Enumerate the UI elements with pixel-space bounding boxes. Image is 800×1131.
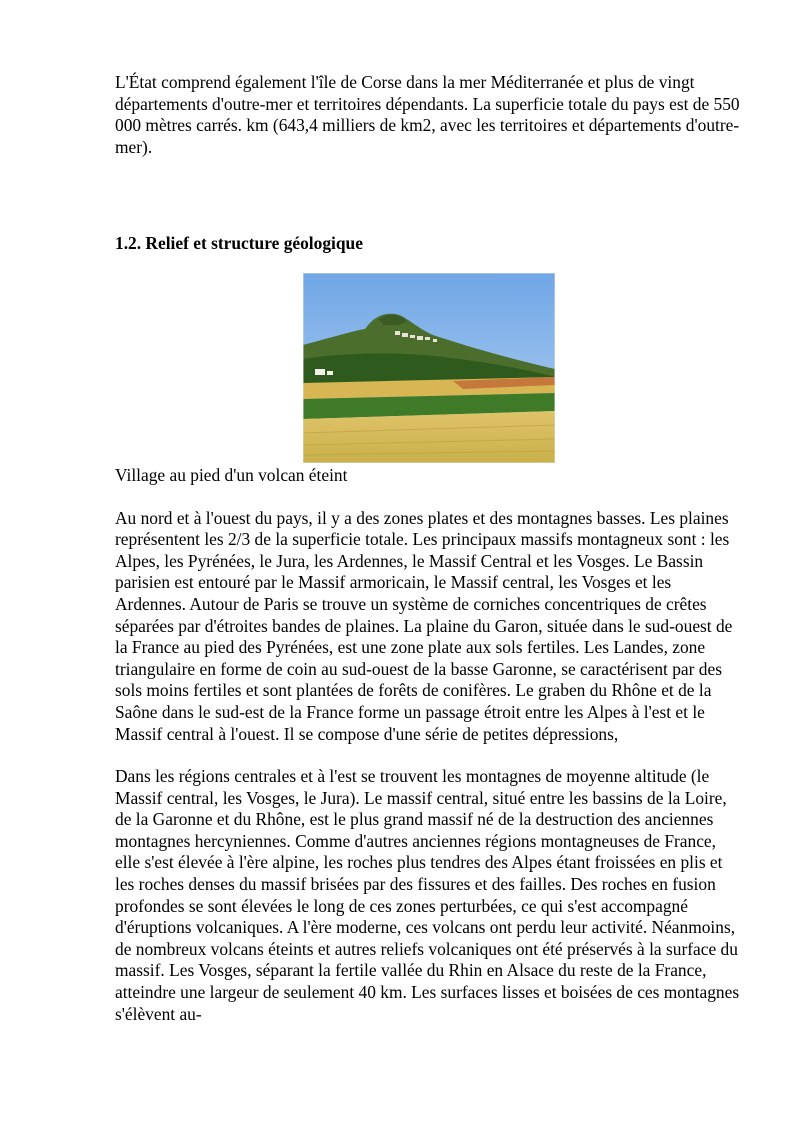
centre-paragraph: Dans les régions centrales et à l'est se trouvent les montagnes de moyenne altitude (le Massif central, les Vosges, le Jura). Le massif central, situé entre les bassins de la Loire, de la Garonne et du Rhône, est le plus grand massif né de la destruction des anciennes montagnes hercyniennes. Comme d'autres anciennes régions montagneuses de France, elle s'est élevée à l'ère alpine, les roches plus tendres des Alpes étant froissées en plis et les roches denses du massif brisées par des fissures et des failles. Des roches en fusion profondes se sont élevées le long de ces zones perturbées, ce qui s'est accompagné d'éruptions volcaniques. A l'ère moderne, ces volcans ont perdu leur activité. Néanmoins, de nombreux volcans éteints et autres reliefs volcaniques ont été préservés à la surface du massif. Les Vosges, séparant la fertile vallée du Rhin en Alsace du reste de la France, atteindre une largeur de seulement 40 km. Les surfaces lisses et boisées de ces montagnes s'élèvent au- [115, 766, 740, 1024]
section-heading: 1.2. Relief et structure géologique [115, 233, 363, 254]
relief-paragraph: Au nord et à l'ouest du pays, il y a des zones plates et des montagnes basses. Les plaines représentent les 2/3 de la superficie totale. Les principaux massifs montagneux sont : les Alpes, les Pyrénées, le Jura, les Ardennes, le Massif Central et les Vosges. Le Bassin parisien est entouré par le Massif armoricain, le Massif central, les Vosges et les Ardennes. Autour de Paris se trouve un système de corniches concentriques de crêtes séparées par d'étroites bandes de plaines. La plaine du Garon, située dans le sud-ouest de la France au pied des Pyrénées, est une zone plate aux sols fertiles. Les Landes, zone triangulaire en forme de coin au sud-ouest de la basse Garonne, se caractérisent par des sols moins fertiles et sont plantées de forêts de conifères. Le graben du Rhône et de la Saône dans le sud-est de la France forme un passage étroit entre les Alpes à l'est et le Massif central à l'ouest. Il se compose d'une série de petites dépressions, [115, 507, 733, 744]
document-page [115, 72, 745, 1025]
intro-paragraph: L'État comprend également l'île de Corse dans la mer Méditerranée et plus de vingt départements d'outre-mer et territoires dépendants. La superficie totale du pays est de 550 000 mètres carrés. km (643,4 milliers de km2, avec les territoires et départements d'outre-mer). [115, 72, 740, 157]
volcano-village-photo [303, 273, 555, 463]
figure-caption: Village au pied d'un volcan éteint [115, 464, 348, 485]
